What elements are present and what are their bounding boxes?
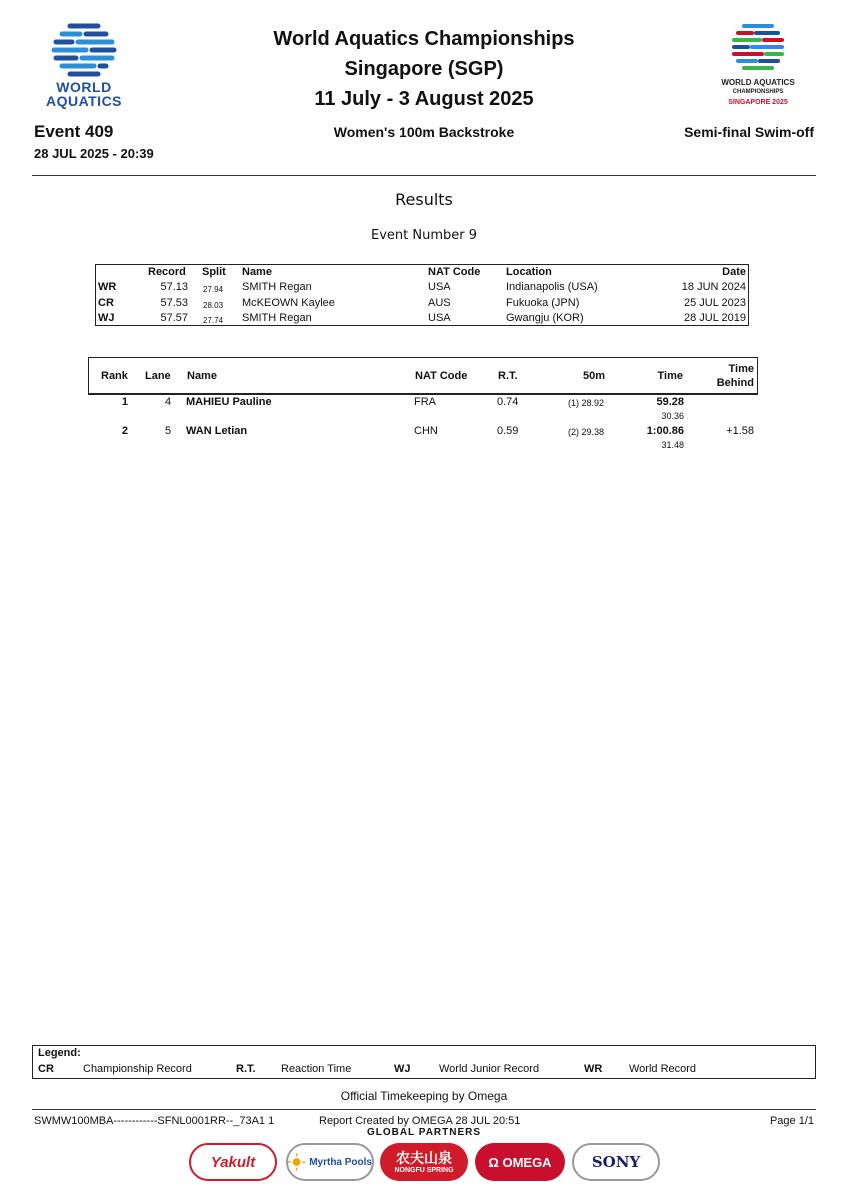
result-time-behind: +1.58 [726, 425, 754, 437]
footer-divider [32, 1109, 816, 1110]
championship-title [224, 24, 624, 114]
page-number: Page 1/1 [769, 1115, 814, 1127]
header-divider [32, 175, 816, 176]
sponsor-sony-logo [572, 1143, 660, 1181]
world-aquatics-logo [36, 20, 132, 108]
result-rank: 2 [121, 425, 128, 437]
records-header-location: Location [506, 266, 552, 278]
record-split: 27.74 [203, 316, 224, 325]
title-line-2: Singapore (SGP) [344, 58, 504, 80]
legend [32, 1045, 816, 1079]
results-header-lane: Lane [145, 370, 171, 382]
champ-logo-line-3: SINGAPORE 2025 [728, 99, 788, 106]
results-header-time: Time [657, 370, 683, 382]
report-code: SWMW100MBA------------SFNL0001RR--_73A1 1 [34, 1115, 275, 1127]
record-type: WR [98, 281, 117, 293]
sponsor-omega-logo [475, 1143, 565, 1181]
record-date: 18 JUN 2024 [681, 281, 746, 293]
world-aquatics-emblem-icon [36, 20, 132, 82]
record-nat: USA [428, 281, 451, 293]
official-timekeeping: Official Timekeeping by Omega [340, 1089, 508, 1103]
results-header-rt: R.T. [498, 370, 518, 382]
record-split: 27.94 [203, 285, 224, 294]
results-header-name: Name [187, 370, 217, 382]
results-table-header [88, 357, 758, 395]
result-lane: 4 [165, 396, 172, 408]
legend-code: CR [38, 1063, 54, 1075]
records-header-name: Name [242, 266, 272, 278]
champ-logo-line-1: WORLD AQUATICS [721, 78, 795, 87]
record-date: 28 JUL 2019 [684, 312, 746, 324]
report-created: Report Created by OMEGA 28 JUL 20:51 [319, 1115, 521, 1127]
record-name: SMITH Regan [242, 281, 312, 293]
record-time: 57.57 [160, 312, 188, 324]
logo-text-aquatics: AQUATICS [45, 93, 123, 109]
champ-logo-line-2: CHAMPIONSHIPS [732, 89, 784, 95]
legend-title: Legend: [38, 1047, 81, 1059]
sponsor-nongfu-logo [380, 1143, 468, 1181]
record-nat: AUS [428, 297, 451, 309]
event-number-line: Event Number 9 [371, 228, 477, 243]
records-header-nat: NAT Code [428, 266, 481, 278]
records-header-date: Date [722, 266, 746, 278]
sponsor-nongfu-cn: 农夫山泉 [396, 1149, 452, 1166]
result-name: WAN Letian [186, 425, 248, 437]
record-name: McKEOWN Kaylee [242, 297, 335, 309]
results-header-rank: Rank [101, 370, 128, 382]
championships-logo [700, 22, 816, 110]
result-reaction-time: 0.59 [497, 425, 519, 437]
global-partners-label: GLOBAL PARTNERS [366, 1127, 482, 1138]
legend-desc: Reaction Time [281, 1063, 352, 1075]
record-split: 28.03 [203, 301, 224, 310]
result-split-50m: (2) 29.38 [567, 427, 604, 437]
result-lane: 5 [165, 425, 172, 437]
record-location: Fukuoka (JPN) [506, 297, 580, 309]
result-rank: 1 [121, 396, 128, 408]
event-name: Women's 100m Backstroke [333, 124, 515, 140]
record-type: CR [98, 297, 114, 309]
event-datetime: 28 JUL 2025 - 20:39 [34, 146, 154, 161]
legend-code: WJ [394, 1063, 411, 1075]
sponsor-myrtha-text: Myrtha Pools [309, 1156, 372, 1168]
records-header-split: Split [202, 266, 226, 278]
sponsor-sony-text: SONY [591, 1153, 641, 1171]
record-name: SMITH Regan [242, 312, 312, 324]
result-row [88, 395, 758, 423]
record-time: 57.13 [160, 281, 188, 293]
legend-desc: Championship Record [83, 1063, 192, 1075]
record-type: WJ [98, 312, 115, 324]
sponsor-yakult-text: Yakult [210, 1153, 256, 1171]
sponsor-yakult-logo [189, 1143, 277, 1181]
record-time: 57.53 [160, 297, 188, 309]
result-split-100m: 31.48 [661, 440, 684, 450]
event-number: Event 409 [34, 122, 114, 141]
championships-emblem-icon [700, 22, 816, 76]
result-nat: CHN [414, 425, 438, 437]
result-name: MAHIEU Pauline [186, 396, 272, 408]
result-split-100m: 30.36 [661, 411, 684, 421]
title-line-3: 11 July - 3 August 2025 [314, 88, 534, 110]
results-header-time-behind-2: Behind [716, 377, 754, 389]
legend-code: WR [584, 1063, 603, 1075]
result-time: 59.28 [656, 396, 684, 408]
legend-desc: World Junior Record [439, 1063, 540, 1075]
results-header-time-behind-1: Time [728, 363, 754, 375]
results-heading: Results [395, 190, 453, 209]
record-location: Gwangju (KOR) [506, 312, 584, 324]
result-nat: FRA [414, 396, 436, 408]
title-line-1: World Aquatics Championships [273, 28, 575, 50]
legend-code: R.T. [236, 1063, 256, 1075]
record-nat: USA [428, 312, 451, 324]
records-header-record: Record [148, 266, 186, 278]
result-reaction-time: 0.74 [497, 396, 519, 408]
results-header-nat: NAT Code [415, 370, 468, 382]
records-table [95, 264, 749, 326]
logo-text-world: WORLD [56, 79, 112, 95]
result-row [88, 424, 758, 452]
sponsor-nongfu-en: NONGFU SPRING [394, 1166, 454, 1174]
result-time: 1:00.86 [646, 425, 684, 437]
sun-icon [288, 1153, 305, 1171]
record-date: 25 JUL 2023 [684, 297, 746, 309]
sponsor-omega-text: Ω OMEGA [488, 1154, 552, 1170]
record-location: Indianapolis (USA) [506, 281, 598, 293]
results-header-50m: 50m [582, 370, 605, 382]
result-split-50m: (1) 28.92 [567, 398, 604, 408]
legend-desc: World Record [629, 1063, 697, 1075]
event-phase: Semi-final Swim-off [684, 124, 814, 140]
sponsor-myrtha-logo [286, 1143, 374, 1181]
